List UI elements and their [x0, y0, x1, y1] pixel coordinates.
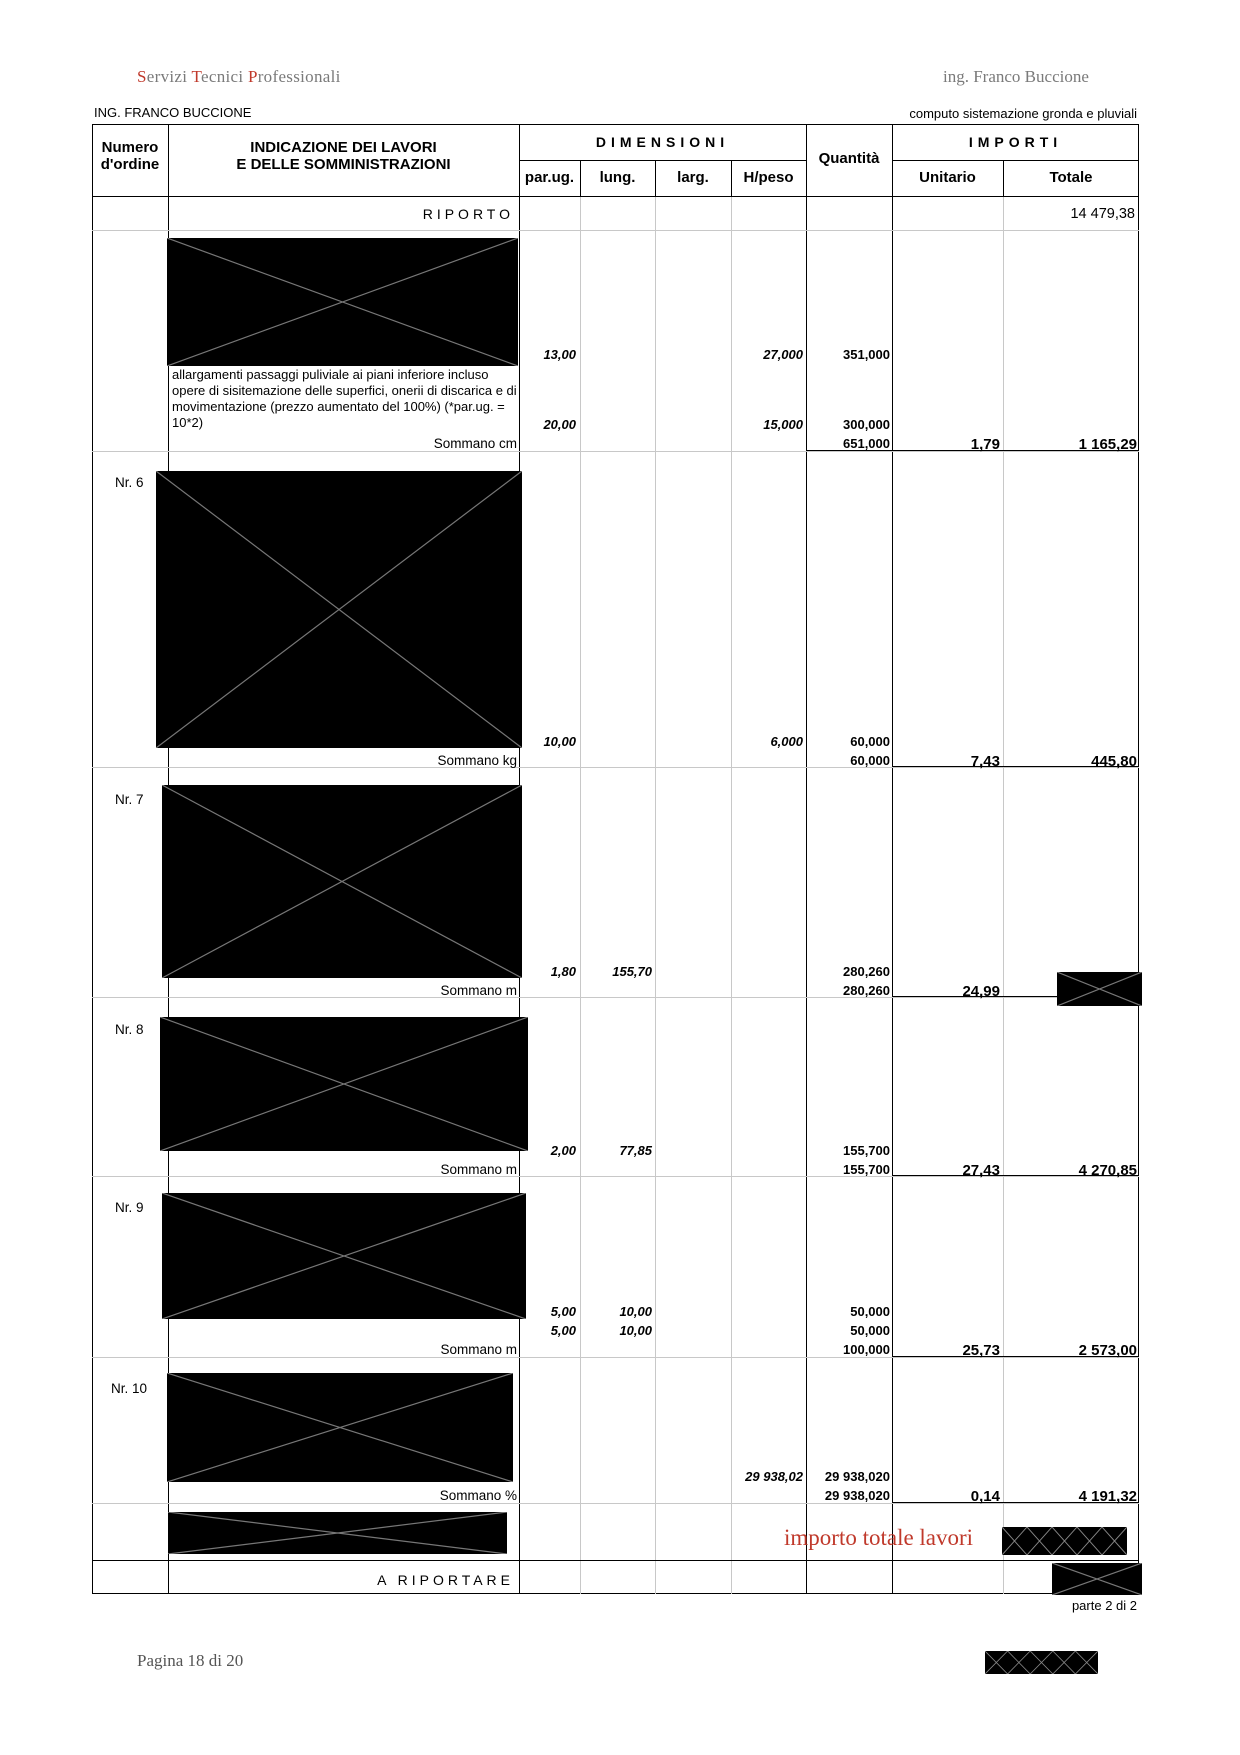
- quantity-value: 155,700: [843, 1143, 890, 1158]
- sommano-label: Sommano cm: [433, 436, 517, 451]
- redacted-description: [168, 1512, 507, 1554]
- item-number: Nr. 7: [115, 792, 144, 807]
- lung-value: 155,70: [612, 964, 652, 979]
- line-total: 4 191,32: [1078, 1488, 1137, 1505]
- col-guide: [1003, 196, 1004, 1594]
- row-divider: [519, 160, 806, 161]
- redacted-description: [162, 785, 522, 978]
- firm-name: ING. FRANCO BUCCIONE: [94, 105, 252, 120]
- quantity-value: 50,000: [850, 1304, 890, 1319]
- sommano-label: Sommano kg: [437, 753, 517, 768]
- document-title: computo sistemazione gronda e pluviali: [909, 106, 1137, 121]
- item-number: Nr. 9: [115, 1200, 144, 1215]
- quantity-value: 60,000: [850, 734, 890, 749]
- quantity-total: 651,000: [843, 436, 890, 451]
- line-total: 1 165,29: [1078, 436, 1137, 453]
- par-ug-value: 5,00: [550, 1323, 576, 1338]
- col-divider: [806, 124, 807, 1594]
- unit-price: 25,73: [962, 1342, 1000, 1359]
- redacted-total: [1057, 972, 1142, 1006]
- h-peso-value: 6,000: [770, 734, 803, 749]
- col-guide: [731, 196, 732, 1594]
- quantity-total: 100,000: [843, 1342, 890, 1357]
- brand-name: Servizi Tecnici Professionali: [137, 67, 341, 86]
- line-total: 2 573,00: [1078, 1342, 1137, 1359]
- col-guide: [580, 196, 581, 1594]
- col-header-larg: larg.: [677, 169, 709, 186]
- redacted-footer: [985, 1651, 1098, 1674]
- quantity-total: 280,260: [843, 983, 890, 998]
- col-header-totale: Totale: [1049, 169, 1093, 186]
- lung-value: 10,00: [619, 1304, 652, 1319]
- h-peso-value: 29 938,02: [745, 1469, 803, 1484]
- sommano-label: Sommano m: [440, 1162, 517, 1177]
- row-divider: [892, 160, 1139, 161]
- redacted-description: [167, 238, 518, 366]
- col-header-dimensioni: DIMENSIONI: [595, 134, 730, 150]
- unit-price: 7,43: [970, 753, 1000, 770]
- redacted-description: [162, 1193, 526, 1319]
- author-name: ing. Franco Buccione: [943, 67, 1089, 86]
- unit-price: 27,43: [962, 1162, 1000, 1179]
- par-ug-value: 20,00: [543, 417, 576, 432]
- h-peso-value: 27,000: [763, 347, 803, 362]
- lung-value: 77,85: [619, 1143, 652, 1158]
- redacted-carry-total: [1052, 1563, 1142, 1595]
- par-ug-value: 13,00: [543, 347, 576, 362]
- redacted-description: [160, 1017, 528, 1151]
- col-header-lung: lung.: [599, 169, 636, 186]
- sommano-label: Sommano %: [439, 1488, 517, 1503]
- redacted-description: [167, 1373, 513, 1482]
- par-ug-value: 1,80: [550, 964, 576, 979]
- row-divider: [92, 196, 1139, 197]
- quantity-value: 280,260: [843, 964, 890, 979]
- col-header-importi: IMPORTI: [968, 134, 1063, 150]
- quantity-total: 60,000: [850, 753, 890, 768]
- quantity-value: 50,000: [850, 1323, 890, 1338]
- page-number: Pagina 18 di 20: [137, 1651, 244, 1670]
- unit-price: 0,14: [970, 1488, 1000, 1505]
- col-header-h-peso: H/peso: [743, 169, 794, 186]
- quantity-value: 300,000: [843, 417, 890, 432]
- quantity-total: 155,700: [843, 1162, 890, 1177]
- par-ug-value: 5,00: [550, 1304, 576, 1319]
- item-number: Nr. 8: [115, 1022, 144, 1037]
- unit-price: 1,79: [970, 436, 1000, 453]
- quantity-value: 351,000: [843, 347, 890, 362]
- item-number: Nr. 6: [115, 475, 144, 490]
- col-header-quantita: Quantità: [818, 150, 880, 167]
- line-total: 4 270,85: [1078, 1162, 1137, 1179]
- col-header-numero: Numero d'ordine: [100, 139, 160, 173]
- h-peso-value: 15,000: [763, 417, 803, 432]
- quantity-value: 29 938,020: [824, 1469, 890, 1484]
- col-divider: [892, 124, 893, 1594]
- row-divider: [92, 1560, 1139, 1561]
- riporto-label: RIPORTO: [422, 206, 514, 222]
- line-total: 445,80: [1091, 753, 1137, 770]
- sommano-label: Sommano m: [440, 1342, 517, 1357]
- col-header-par-ug: par.ug.: [524, 169, 575, 186]
- total-works-label: importo totale lavori: [784, 1525, 974, 1550]
- par-ug-value: 2,00: [550, 1143, 576, 1158]
- item-description: allargamenti passaggi puliviale ai piani inferiore incluso opere di sisitemazione delle superfici, onerii di discarica e di movimentazione (prezzo aumentato del 100%) (*par.ug. = 10*2): [172, 367, 517, 430]
- col-guide: [655, 196, 656, 1594]
- unit-price: 24,99: [962, 983, 1000, 1000]
- redacted-description: [156, 471, 522, 748]
- par-ug-value: 10,00: [543, 734, 576, 749]
- col-header-unitario: Unitario: [919, 169, 976, 186]
- col-header-indicazione: INDICAZIONE DEI LAVORI E DELLE SOMMINISTRAZIONI: [236, 139, 451, 173]
- redacted-grand-total: [1002, 1527, 1127, 1555]
- row-divider: [92, 230, 1139, 231]
- sommano-label: Sommano m: [440, 983, 517, 998]
- quantity-total: 29 938,020: [824, 1488, 890, 1503]
- a-riportare-label: A RIPORTARE: [377, 1572, 514, 1588]
- lung-value: 10,00: [619, 1323, 652, 1338]
- riporto-total: 14 479,38: [1070, 206, 1135, 222]
- item-number: Nr. 10: [111, 1381, 148, 1396]
- part-indicator: parte 2 di 2: [1071, 1598, 1137, 1613]
